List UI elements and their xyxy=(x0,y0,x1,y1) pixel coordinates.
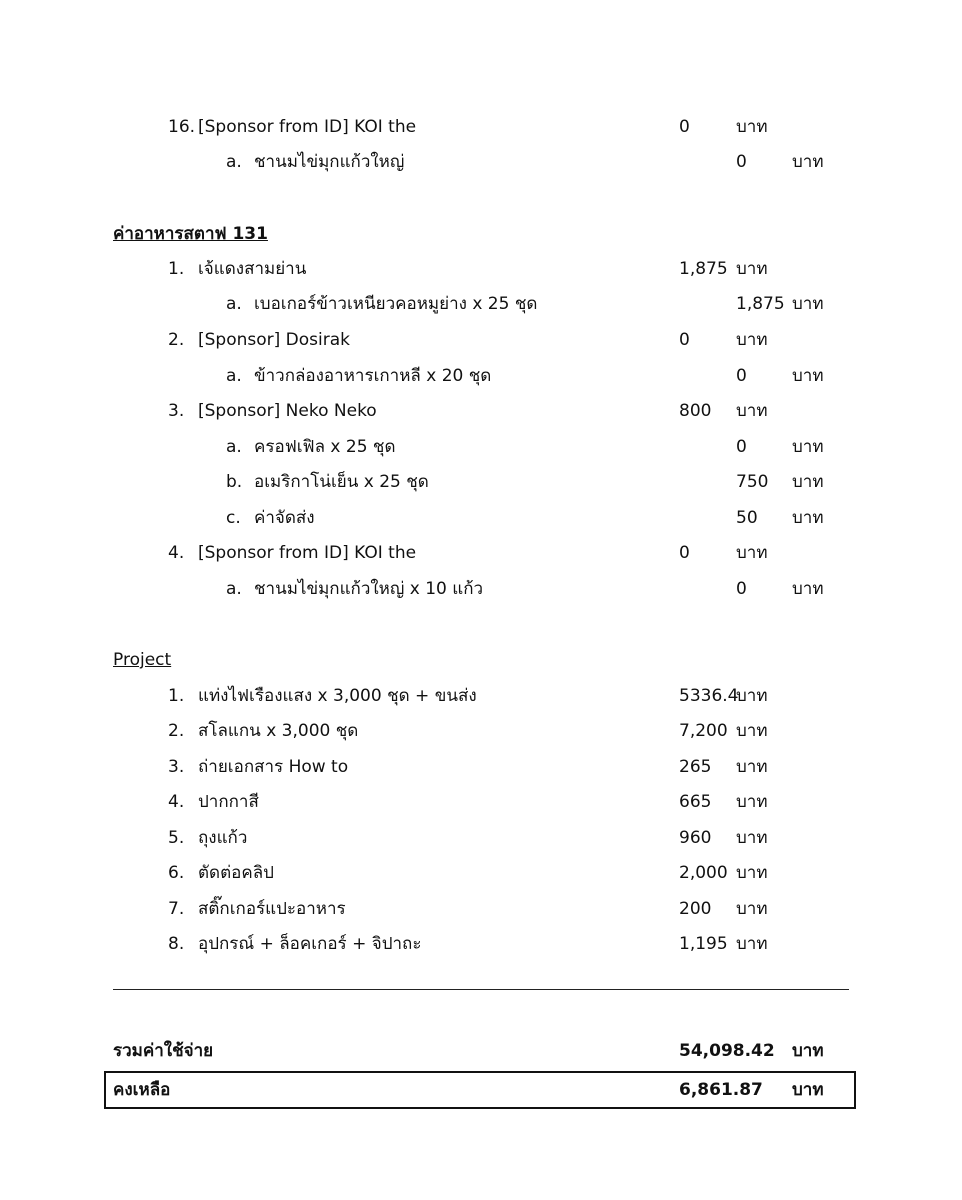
item-unit: บาท xyxy=(736,863,768,883)
total-expense-row xyxy=(113,1036,849,1066)
item-name: แท่งไฟเรืองแสง x 3,000 ชุด + ขนส่ง xyxy=(198,686,477,706)
list-item xyxy=(0,787,962,817)
total-expense-amount: 54,098.42 xyxy=(679,1041,775,1061)
balance-label: คงเหลือ xyxy=(113,1080,171,1100)
item-amount: 1,875 xyxy=(679,259,728,279)
sub-item-letter: b. xyxy=(226,472,243,492)
sub-item-letter: a. xyxy=(226,366,242,386)
item-number: 8. xyxy=(168,934,185,954)
item-unit: บาท xyxy=(736,401,768,421)
item-name: ถ่ายเอกสาร How to xyxy=(198,757,349,777)
item-amount: 1,195 xyxy=(679,934,728,954)
item-number: 6. xyxy=(168,863,185,883)
sub-item-amount: 0 xyxy=(736,366,747,386)
item-amount: 0 xyxy=(679,543,690,563)
list-item xyxy=(0,254,962,284)
item-number: 7. xyxy=(168,899,185,919)
item-number: 4. xyxy=(168,792,185,812)
sub-item xyxy=(0,467,962,497)
sub-item xyxy=(0,503,962,533)
item-unit: บาท xyxy=(736,828,768,848)
sub-item-amount: 50 xyxy=(736,508,758,528)
sub-item xyxy=(0,361,962,391)
item-name: ตัดต่อคลิป xyxy=(198,863,274,883)
item-unit: บาท xyxy=(736,721,768,741)
section-heading-staff-food: ค่าอาหารสตาฟ 131 xyxy=(113,224,268,244)
item-name: [Sponsor] Dosirak xyxy=(198,330,350,350)
item-number: 16. xyxy=(168,117,196,137)
sub-item-amount: 0 xyxy=(736,152,747,172)
item-unit: บาท xyxy=(736,330,768,350)
sub-item-letter: c. xyxy=(226,508,241,528)
list-item xyxy=(0,752,962,782)
item-amount: 200 xyxy=(679,899,712,919)
sub-item xyxy=(0,574,962,604)
item-number: 3. xyxy=(168,757,185,777)
item-name: ถุงแก้ว xyxy=(198,828,248,848)
item-name: อุปกรณ์ + ล็อคเกอร์ + จิปาถะ xyxy=(198,934,422,954)
balance-unit: บาท xyxy=(792,1080,824,1100)
sub-item-name: ข้าวกล่องอาหารเกาหลี x 20 ชุด xyxy=(254,366,492,386)
item-number: 1. xyxy=(168,259,185,279)
list-item xyxy=(0,929,962,959)
item-amount: 2,000 xyxy=(679,863,728,883)
item-amount: 7,200 xyxy=(679,721,728,741)
item-name: [Sponsor] Neko Neko xyxy=(198,401,377,421)
item-name: [Sponsor from ID] KOI the xyxy=(198,543,417,563)
sub-item-letter: a. xyxy=(226,579,242,599)
item-amount: 265 xyxy=(679,757,712,777)
item-unit: บาท xyxy=(736,117,768,137)
item-amount: 800 xyxy=(679,401,712,421)
sub-item-unit: บาท xyxy=(792,508,824,528)
item-number: 5. xyxy=(168,828,185,848)
item-number: 3. xyxy=(168,401,185,421)
list-item xyxy=(0,716,962,746)
sub-item-unit: บาท xyxy=(792,437,824,457)
item-unit: บาท xyxy=(736,686,768,706)
sub-item-name: ครอฟเฟิล x 25 ชุด xyxy=(254,437,396,457)
sub-item-amount: 1,875 xyxy=(736,294,785,314)
list-item xyxy=(0,538,962,568)
item-unit: บาท xyxy=(736,934,768,954)
list-item xyxy=(0,858,962,888)
balance-amount: 6,861.87 xyxy=(679,1080,763,1100)
item-name: ปากกาสี xyxy=(198,792,259,812)
item-name: สโลแกน x 3,000 ชุด xyxy=(198,721,359,741)
sub-item-letter: a. xyxy=(226,437,242,457)
sub-item-name: อเมริกาโน่เย็น x 25 ชุด xyxy=(254,472,429,492)
sub-item-letter: a. xyxy=(226,294,242,314)
item-amount: 665 xyxy=(679,792,712,812)
sub-item-unit: บาท xyxy=(792,472,824,492)
sub-item-amount: 750 xyxy=(736,472,769,492)
item-unit: บาท xyxy=(736,792,768,812)
sub-item-name: ค่าจัดส่ง xyxy=(254,508,315,528)
sub-item-amount: 0 xyxy=(736,579,747,599)
item-unit: บาท xyxy=(736,259,768,279)
sub-item-name: ชานมไข่มุกแก้วใหญ่ xyxy=(254,152,405,172)
list-item xyxy=(0,894,962,924)
list-item xyxy=(0,325,962,355)
sub-item xyxy=(0,432,962,462)
sub-item xyxy=(0,147,962,177)
total-expense-label: รวมค่าใช้จ่าย xyxy=(113,1041,214,1061)
sub-item xyxy=(0,289,962,319)
sub-item-name: ชานมไข่มุกแก้วใหญ่ x 10 แก้ว xyxy=(254,579,484,599)
item-name: เจ้แดงสามย่าน xyxy=(198,259,307,279)
item-name: [Sponsor from ID] KOI the xyxy=(198,117,417,137)
item-unit: บาท xyxy=(736,757,768,777)
item-amount: 0 xyxy=(679,117,690,137)
sub-item-letter: a. xyxy=(226,152,242,172)
list-item xyxy=(0,823,962,853)
item-name: สติ๊กเกอร์แปะอาหาร xyxy=(198,899,346,919)
item-number: 2. xyxy=(168,330,185,350)
item-unit: บาท xyxy=(736,899,768,919)
item-amount: 0 xyxy=(679,330,690,350)
divider-line xyxy=(113,989,849,990)
item-number: 1. xyxy=(168,686,185,706)
sub-item-unit: บาท xyxy=(792,152,824,172)
item-number: 4. xyxy=(168,543,185,563)
sub-item-unit: บาท xyxy=(792,579,824,599)
sub-item-unit: บาท xyxy=(792,294,824,314)
section-heading-project: Project xyxy=(113,650,172,670)
balance-row xyxy=(113,1075,849,1105)
item-number: 2. xyxy=(168,721,185,741)
list-item xyxy=(0,112,962,142)
list-item xyxy=(0,681,962,711)
sub-item-amount: 0 xyxy=(736,437,747,457)
sub-item-name: เบอเกอร์ข้าวเหนียวคอหมูย่าง x 25 ชุด xyxy=(254,294,538,314)
item-amount: 5336.4 xyxy=(679,686,739,706)
item-unit: บาท xyxy=(736,543,768,563)
total-expense-unit: บาท xyxy=(792,1041,824,1061)
sub-item-unit: บาท xyxy=(792,366,824,386)
list-item xyxy=(0,396,962,426)
item-amount: 960 xyxy=(679,828,712,848)
